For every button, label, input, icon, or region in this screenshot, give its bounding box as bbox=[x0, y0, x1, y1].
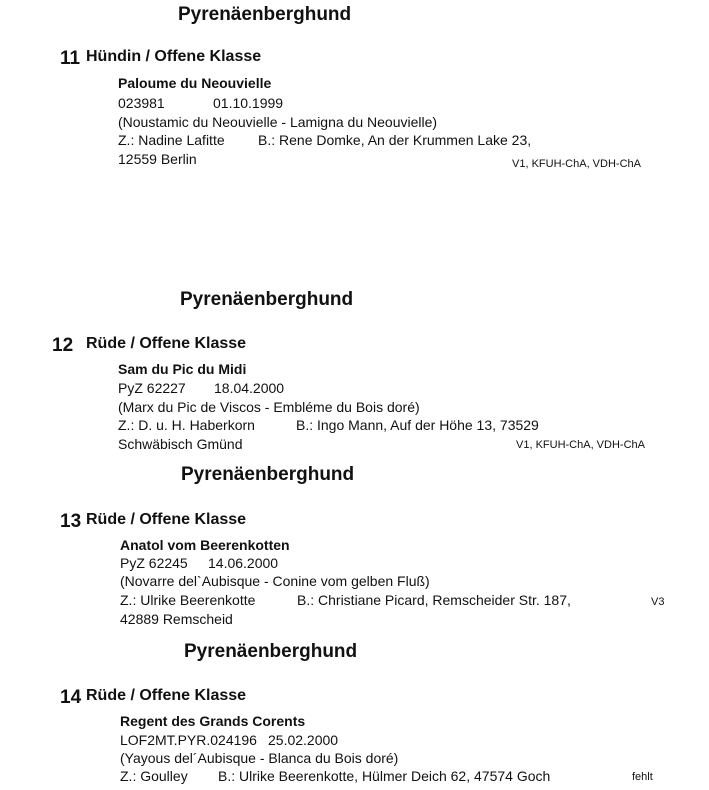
result: V1, KFUH-ChA, VDH-ChA bbox=[516, 439, 645, 451]
parents: (Novarre del`Aubisque - Conine vom gelben Fluß) bbox=[120, 573, 430, 589]
breeder: Z.: D. u. H. Haberkorn bbox=[118, 417, 255, 433]
registration-number: PyZ 62245 bbox=[120, 555, 188, 571]
result: V3 bbox=[651, 596, 665, 608]
breed-heading: Pyrenäenberghund bbox=[180, 289, 354, 310]
class-label: Rüde / Offene Klasse bbox=[86, 511, 247, 528]
birth-date: 14.06.2000 bbox=[208, 555, 279, 571]
class-label: Rüde / Offene Klasse bbox=[86, 687, 247, 704]
breeder: Z.: Ulrike Beerenkotte bbox=[120, 592, 256, 608]
dog-name: Paloume du Neouvielle bbox=[118, 75, 272, 91]
birth-date: 01.10.1999 bbox=[213, 95, 284, 111]
parents: (Marx du Pic de Viscos - Embléme du Bois doré) bbox=[118, 399, 420, 415]
birth-date: 25.02.2000 bbox=[268, 732, 339, 748]
entry-number: 13 bbox=[60, 511, 82, 532]
breed-heading: Pyrenäenberghund bbox=[181, 464, 355, 485]
entry-number: 11 bbox=[60, 48, 81, 69]
registration-number: 023981 bbox=[118, 95, 165, 111]
dog-name: Regent des Grands Corents bbox=[120, 713, 306, 729]
result: fehlt bbox=[632, 771, 653, 783]
parents: (Yayous del´Aubisque - Blanca du Bois doré) bbox=[120, 750, 399, 766]
owner: B.: Ingo Mann, Auf der Höhe 13, 73529 bbox=[296, 417, 539, 433]
owner: B.: Rene Domke, An der Krummen Lake 23, bbox=[258, 132, 532, 148]
owner: B.: Christiane Picard, Remscheider Str. 187, bbox=[297, 592, 571, 608]
class-label: Rüde / Offene Klasse bbox=[86, 335, 247, 352]
owner-city: 42889 Remscheid bbox=[120, 611, 233, 627]
entry-number: 14 bbox=[60, 687, 82, 708]
dog-name: Sam du Pic du Midi bbox=[118, 361, 247, 377]
dog-name: Anatol vom Beerenkotten bbox=[120, 537, 290, 553]
owner-city: 12559 Berlin bbox=[118, 151, 197, 167]
result: V1, KFUH-ChA, VDH-ChA bbox=[512, 158, 641, 170]
parents: (Noustamic du Neouvielle - Lamigna du Neouvielle) bbox=[118, 114, 438, 130]
breed-heading: Pyrenäenberghund bbox=[184, 641, 358, 662]
breed-heading: Pyrenäenberghund bbox=[178, 4, 352, 25]
breeder: Z.: Nadine Lafitte bbox=[118, 132, 225, 148]
birth-date: 18.04.2000 bbox=[214, 380, 285, 396]
registration-number: PyZ 62227 bbox=[118, 380, 186, 396]
registration-number: LOF2MT.PYR.024196 bbox=[120, 732, 257, 748]
breeder: Z.: Goulley bbox=[120, 768, 188, 784]
owner: B.: Ulrike Beerenkotte, Hülmer Deich 62, 47574 Goch bbox=[218, 768, 551, 784]
class-label: Hündin / Offene Klasse bbox=[86, 48, 262, 65]
owner-city: Schwäbisch Gmünd bbox=[118, 436, 243, 452]
entry-number: 12 bbox=[52, 335, 74, 356]
